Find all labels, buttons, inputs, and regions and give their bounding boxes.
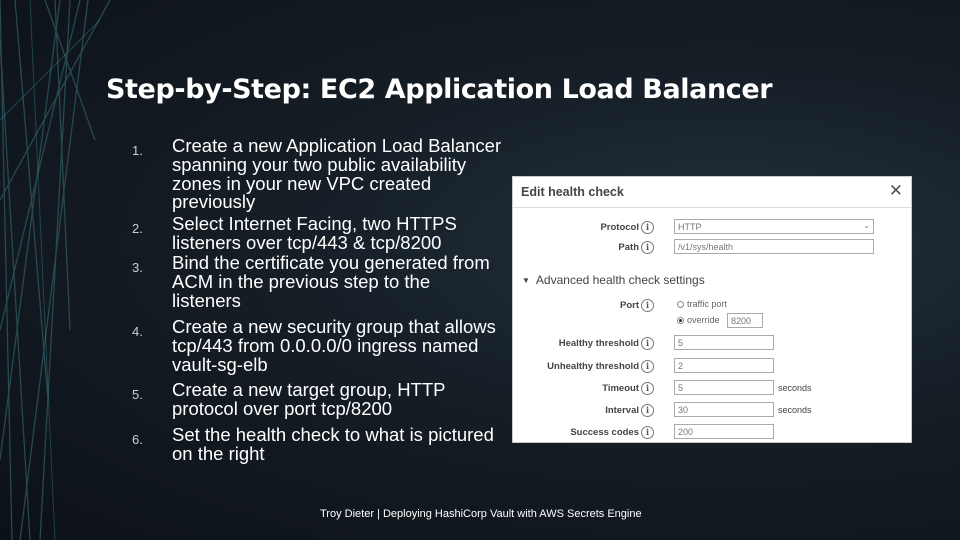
info-icon[interactable]: i (641, 299, 654, 312)
interval-row (513, 402, 911, 420)
protocol-value: HTTP (678, 222, 702, 232)
step-number: 4. (132, 324, 143, 339)
list-item (132, 426, 502, 466)
list-item (132, 254, 502, 318)
timeout-row (513, 380, 911, 398)
info-icon[interactable]: i (641, 221, 654, 234)
step-number: 5. (132, 387, 143, 402)
advanced-settings-label: Advanced health check settings (535, 273, 705, 287)
info-icon[interactable]: i (641, 382, 654, 395)
step-text: Set the health check to what is pictured on the right (172, 424, 494, 464)
info-icon[interactable]: i (641, 426, 654, 439)
step-text: Create a new security group that allows tcp/443 from 0.0.0.0/0 ingress named vault-sg-elb (172, 316, 496, 375)
override-radio[interactable] (677, 315, 720, 325)
override-port-input[interactable]: 8200 (727, 313, 763, 328)
step-number: 1. (132, 143, 143, 158)
path-row (513, 239, 911, 257)
healthy-threshold-input[interactable]: 5 (674, 335, 774, 350)
info-icon[interactable]: i (641, 360, 654, 373)
slide-title: Step-by-Step: EC2 Application Load Balancer (106, 74, 773, 105)
dialog-title: Edit health check (521, 185, 624, 199)
traffic-port-label: traffic port (687, 299, 727, 309)
footer-text: Troy Dieter | Deploying HashiCorp Vault with AWS Secrets Engine (320, 508, 642, 520)
traffic-port-radio[interactable] (677, 299, 727, 309)
advanced-settings-toggle[interactable] (522, 273, 705, 287)
close-icon[interactable]: ✕ (888, 181, 903, 200)
edit-health-check-dialog (512, 176, 912, 443)
chevron-down-icon: ⌄ (863, 221, 870, 230)
list-item (132, 137, 502, 215)
port-label: Port (620, 300, 639, 311)
list-item (132, 381, 502, 426)
caret-down-icon: ▼ (522, 276, 530, 285)
override-label: override (687, 315, 720, 325)
timeout-unit: seconds (778, 383, 812, 393)
port-override-row (513, 313, 911, 331)
success-codes-label: Success codes (570, 427, 639, 438)
info-icon[interactable]: i (641, 337, 654, 350)
step-text: Bind the certificate you generated from ACM in the previous step to the listeners (172, 252, 490, 311)
protocol-row (513, 219, 911, 237)
radio-icon (677, 301, 684, 308)
steps-list (132, 137, 502, 466)
step-text: Select Internet Facing, two HTTPS listeners over tcp/443 & tcp/8200 (172, 213, 457, 253)
info-icon[interactable]: i (641, 241, 654, 254)
dialog-header (513, 177, 911, 208)
info-icon[interactable]: i (641, 404, 654, 417)
path-label: Path (618, 242, 639, 253)
list-item (132, 215, 502, 254)
interval-input[interactable]: 30 (674, 402, 774, 417)
healthy-threshold-label: Healthy threshold (558, 338, 639, 349)
timeout-input[interactable]: 5 (674, 380, 774, 395)
step-number: 2. (132, 221, 143, 236)
timeout-label: Timeout (602, 383, 639, 394)
success-codes-input[interactable]: 200 (674, 424, 774, 439)
success-codes-row (513, 424, 911, 442)
path-input[interactable]: /v1/sys/health (674, 239, 874, 254)
unhealthy-threshold-row (513, 358, 911, 376)
interval-unit: seconds (778, 405, 812, 415)
protocol-select[interactable] (674, 219, 874, 234)
step-text: Create a new target group, HTTP protocol over port tcp/8200 (172, 379, 446, 419)
protocol-label: Protocol (600, 222, 639, 233)
step-number: 6. (132, 432, 143, 447)
step-text: Create a new Application Load Balancer spanning your two public availability zones in your new VPC created previously (172, 135, 502, 213)
interval-label: Interval (605, 405, 639, 416)
step-number: 3. (132, 260, 143, 275)
unhealthy-threshold-input[interactable]: 2 (674, 358, 774, 373)
list-item (132, 318, 502, 381)
healthy-threshold-row (513, 335, 911, 353)
radio-selected-icon (677, 317, 684, 324)
unhealthy-threshold-label: Unhealthy threshold (547, 361, 639, 372)
